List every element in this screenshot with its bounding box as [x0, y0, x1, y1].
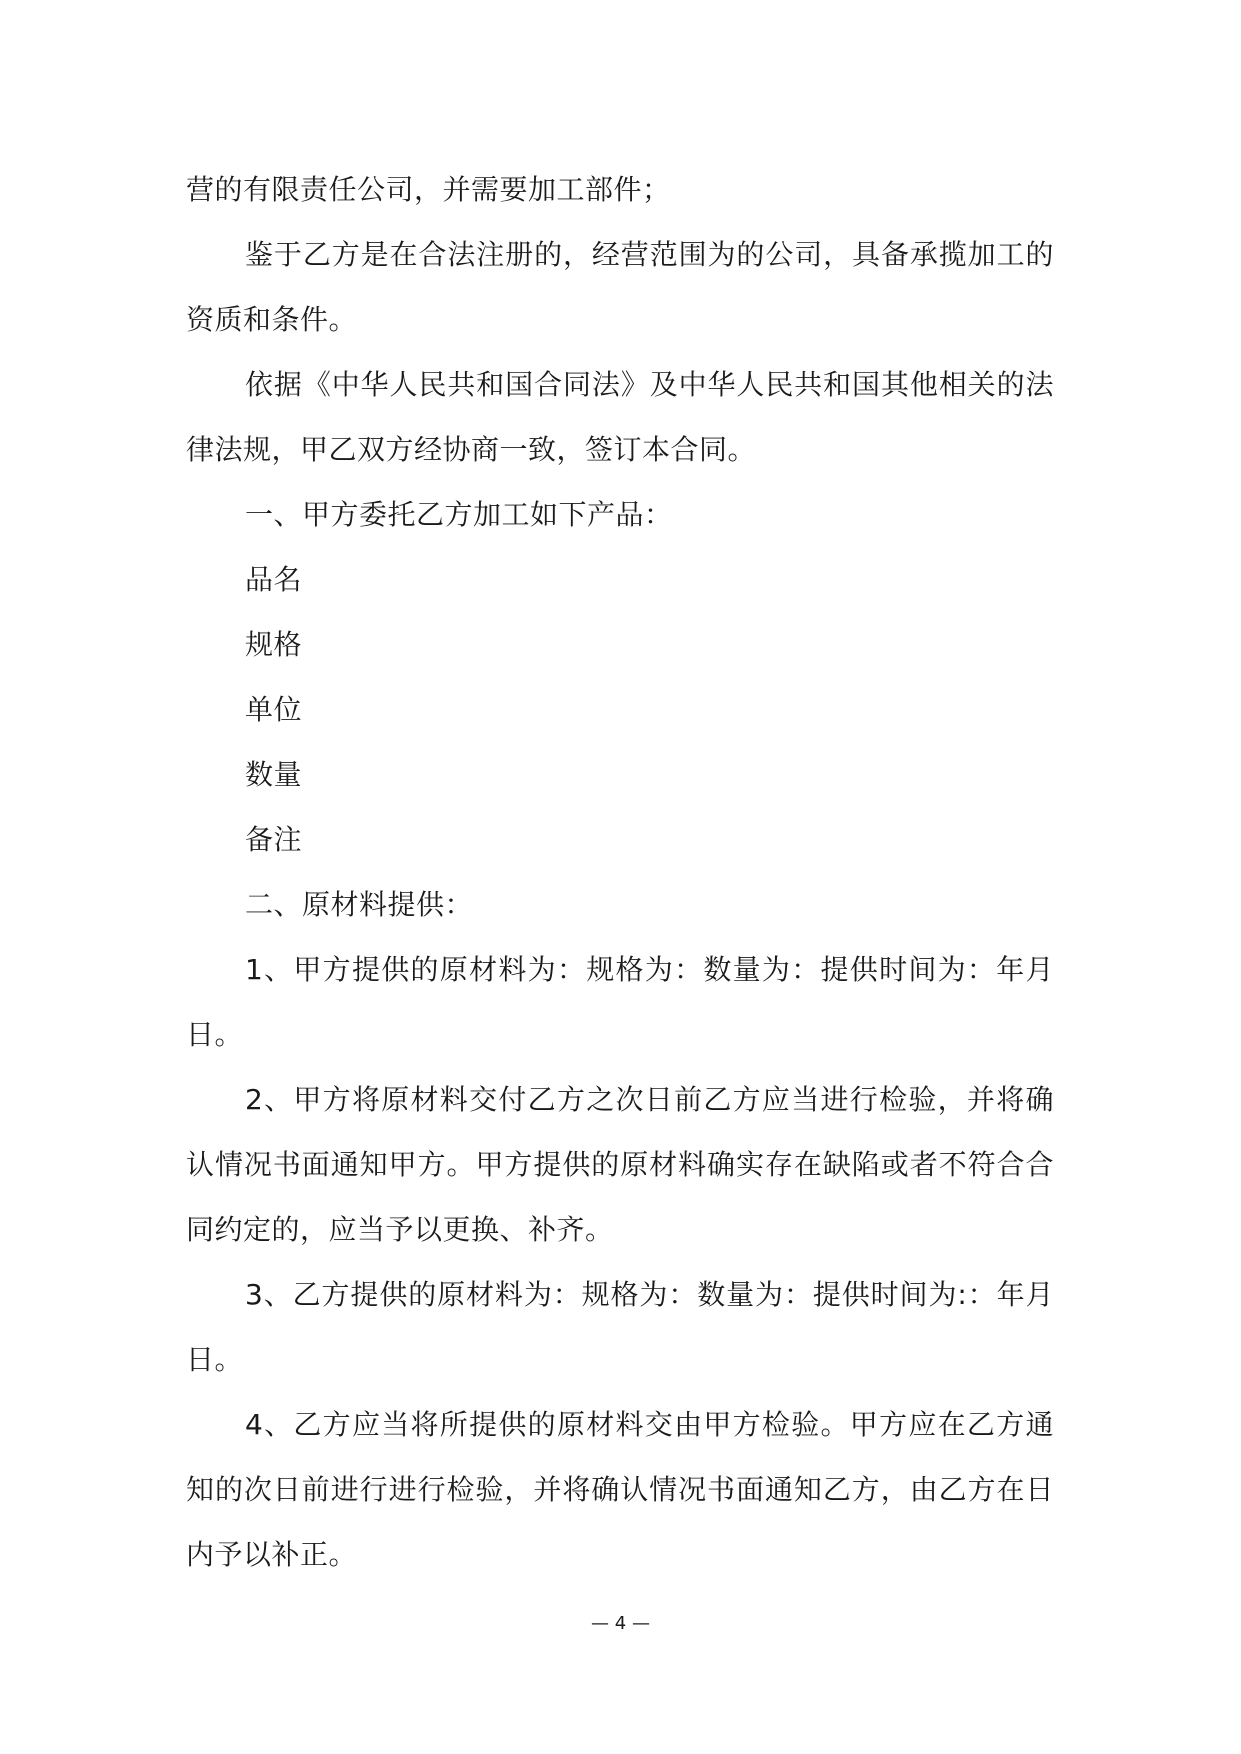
paragraph-legal-basis: 依据《中华人民共和国合同法》及中华人民共和国其他相关的法律法规，甲乙双方经协商一致，签订本合同。	[186, 368, 1054, 466]
page-number: — 4 —	[591, 1613, 650, 1634]
field-unit: 单位	[245, 693, 303, 726]
paragraph-party-b-qualification: 鉴于乙方是在合法注册的，经营范围为的公司，具备承揽加工的资质和条件。	[186, 238, 1054, 336]
field-remarks: 备注	[245, 823, 303, 856]
clause-1-party-a-materials: 1、甲方提供的原材料为：规格为：数量为：提供时间为：年月日。	[186, 953, 1054, 1051]
section-heading-raw-materials: 二、原材料提供：	[245, 888, 474, 921]
field-quantity: 数量	[245, 758, 303, 791]
section-heading-products: 一、甲方委托乙方加工如下产品：	[245, 498, 673, 531]
field-product-name: 品名	[245, 563, 303, 596]
paragraph-company-description: 营的有限责任公司，并需要加工部件；	[186, 173, 671, 206]
clause-3-party-b-materials: 3、乙方提供的原材料为：规格为：数量为：提供时间为:：年月日。	[186, 1278, 1054, 1376]
document-body	[186, 157, 1054, 1587]
clause-2-inspection: 2、甲方将原材料交付乙方之次日前乙方应当进行检验，并将确认情况书面通知甲方。甲方提供的原材料确实存在缺陷或者不符合合同约定的，应当予以更换、补齐。	[186, 1083, 1054, 1246]
field-specification: 规格	[245, 628, 303, 661]
clause-4-party-b-inspection: 4、乙方应当将所提供的原材料交由甲方检验。甲方应在乙方通知的次日前进行进行检验，并将确认情况书面通知乙方，由乙方在日内予以补正。	[186, 1408, 1054, 1571]
